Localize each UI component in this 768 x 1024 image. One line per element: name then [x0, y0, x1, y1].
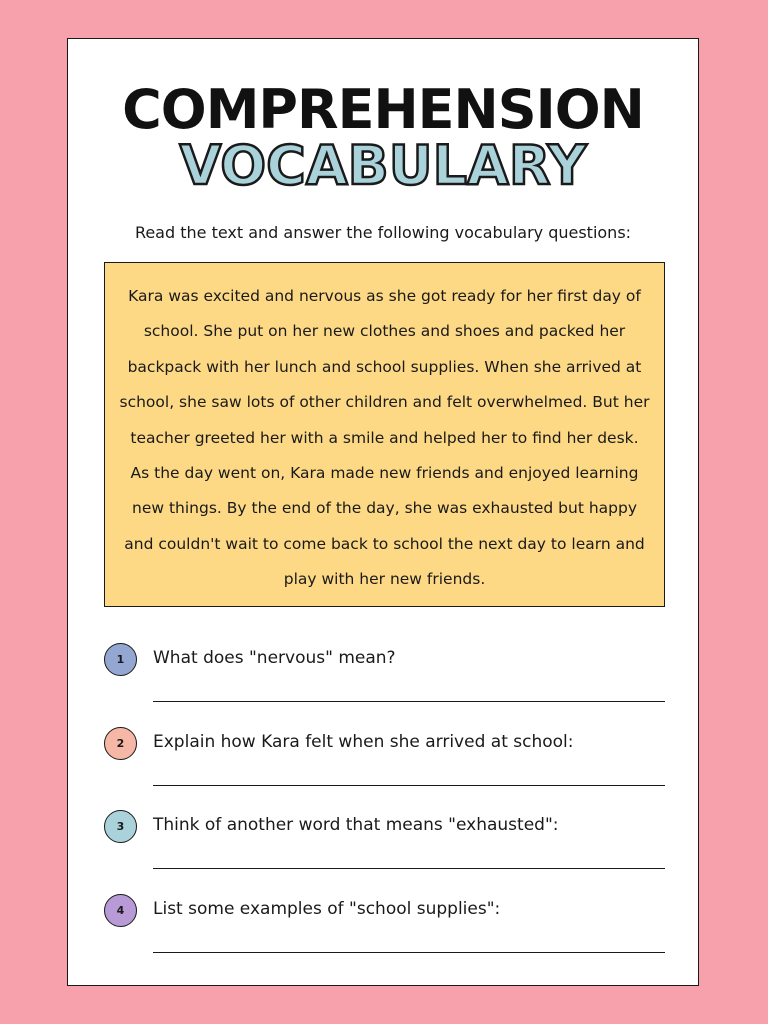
question-number-badge: 1	[104, 643, 137, 676]
worksheet-page	[67, 38, 699, 986]
question-number-badge: 2	[104, 727, 137, 760]
answer-line[interactable]	[153, 785, 665, 786]
worksheet-title: COMPREHENSION	[122, 78, 644, 141]
answer-line[interactable]	[153, 701, 665, 702]
question-item-1	[104, 643, 666, 703]
worksheet-subtitle: VOCABULARY	[179, 134, 587, 197]
answer-line[interactable]	[153, 952, 665, 953]
reading-passage: Kara was excited and nervous as she got ready for her first day of school. She put on her new clothes and shoes and packed her backpack with her lunch and school supplies. When she arrived at school, she saw lots of other children and felt overwhelmed. But her teacher greeted her with a smile and helped her to find her desk. As the day went on, Kara made new friends and enjoyed learning new things. By the end of the day, she was exhausted but happy and couldn't wait to come back to school the next day to learn and play with her new friends.	[104, 262, 665, 607]
question-text: What does "nervous" mean?	[153, 648, 396, 668]
answer-line[interactable]	[153, 868, 665, 869]
question-text: Think of another word that means "exhausted":	[153, 815, 559, 835]
question-number-badge: 4	[104, 894, 137, 927]
question-item-4	[104, 894, 666, 954]
instructions-text: Read the text and answer the following vocabulary questions:	[134, 223, 632, 242]
question-item-3	[104, 810, 666, 870]
question-text: List some examples of "school supplies":	[153, 899, 501, 919]
question-item-2	[104, 727, 666, 787]
question-number-badge: 3	[104, 810, 137, 843]
question-text: Explain how Kara felt when she arrived at school:	[153, 732, 574, 752]
